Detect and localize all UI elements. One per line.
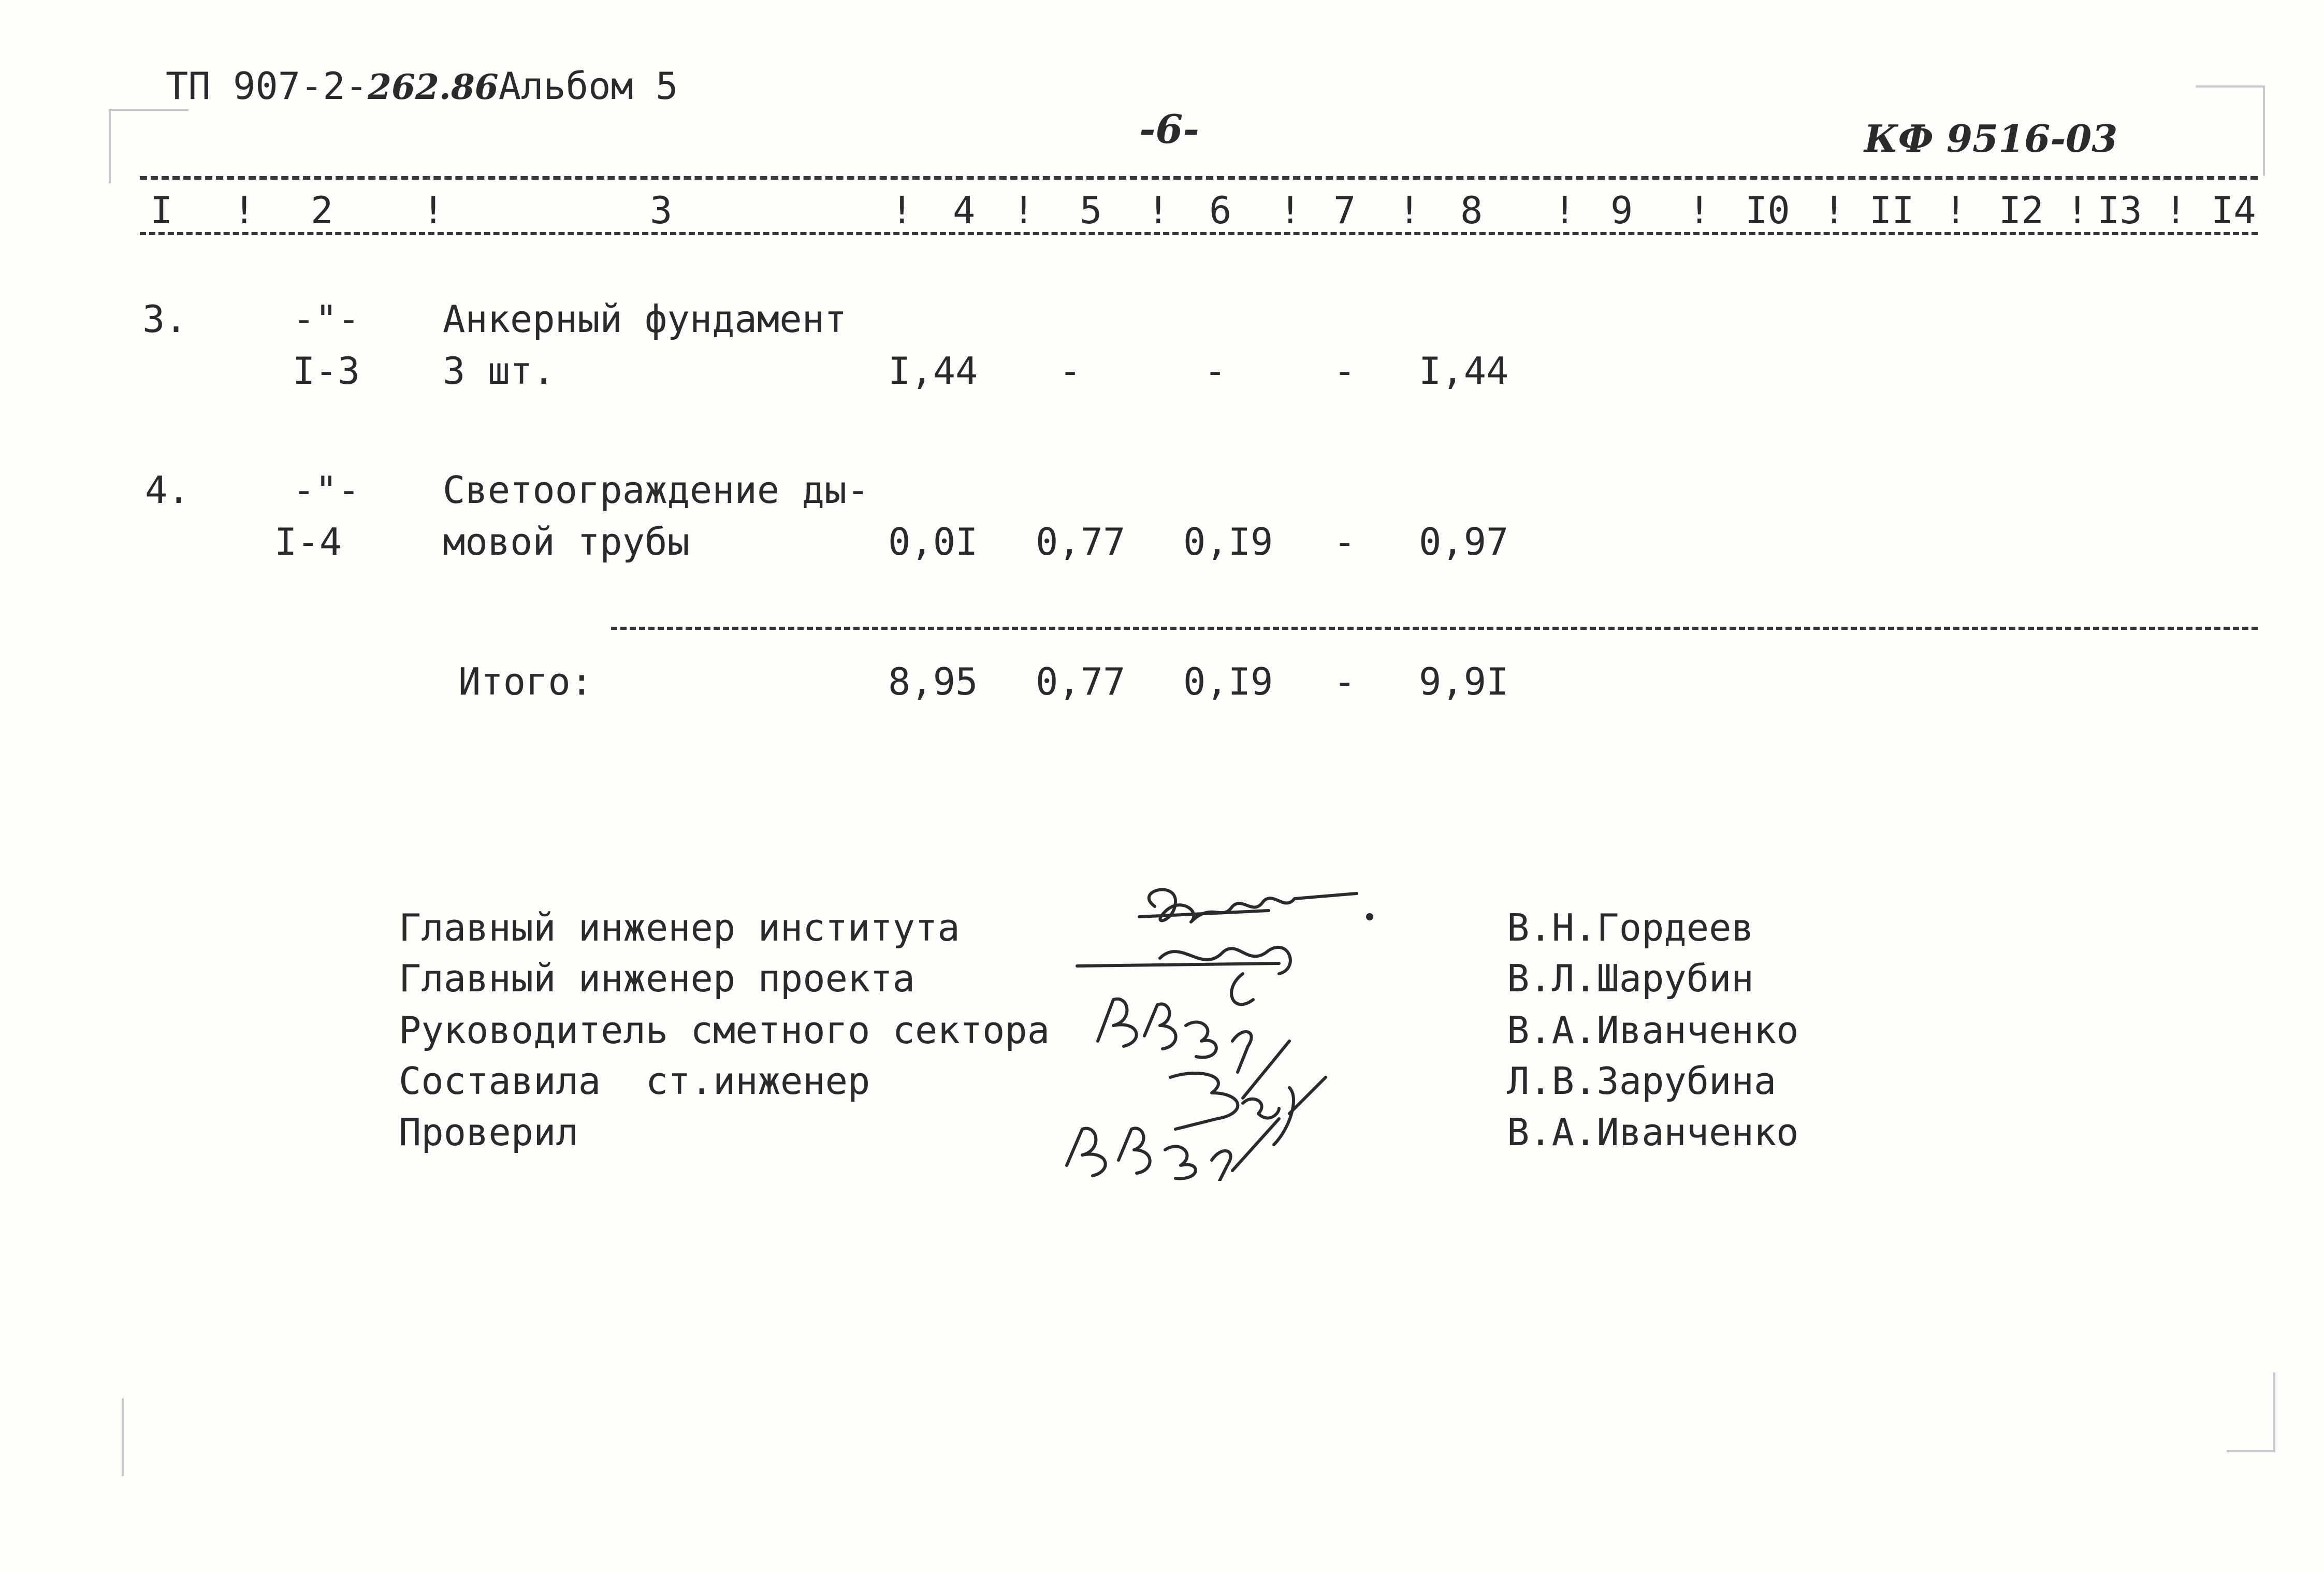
signatory-title: Главный инженер института — [399, 906, 960, 949]
price-code: I-4 — [274, 520, 342, 564]
row-number: 4. — [145, 468, 190, 512]
value-col-6: - — [1204, 349, 1227, 393]
column-header: I2 — [1999, 189, 2044, 232]
column-separator: ! — [1553, 189, 1576, 232]
page-number: -6- — [1139, 106, 1199, 152]
value-col-7: - — [1333, 349, 1356, 393]
item-name-line-2: 3 шт. — [443, 349, 555, 393]
value-col-7: - — [1333, 520, 1356, 564]
header-bottom-rule — [140, 232, 2258, 235]
header-top-rule — [140, 176, 2258, 180]
scan-corner-bottom-left — [122, 1398, 191, 1476]
value-col-6: 0,I9 — [1183, 520, 1273, 564]
archive-code: КФ 9516-03 — [1864, 117, 2118, 161]
column-header: 5 — [1080, 189, 1102, 232]
signatory-title: Составила ст.инженер — [399, 1059, 870, 1103]
item-name-line-2: мовой трубы — [443, 520, 690, 564]
total-col-7: - — [1333, 660, 1356, 703]
signature-zarubina — [1170, 1073, 1326, 1145]
column-header: I4 — [2211, 189, 2256, 232]
total-label: Итого: — [458, 660, 593, 703]
scan-corner-top-left — [109, 109, 188, 183]
price-code: I-3 — [293, 349, 360, 393]
document-code-handwritten: 262.86 — [368, 67, 499, 107]
column-header: 3 — [650, 189, 673, 232]
row-number: 3. — [142, 297, 187, 341]
column-header: 6 — [1209, 189, 1232, 232]
ditto-mark: -"- — [293, 468, 360, 512]
value-col-4: I,44 — [888, 349, 978, 393]
item-name-line-1: Анкерный фундамент — [443, 297, 847, 341]
document-code — [166, 64, 678, 108]
column-header: I — [150, 189, 173, 232]
column-header: 2 — [311, 189, 333, 232]
signature-ivanchenko-2 — [1067, 1119, 1279, 1181]
signatory-title: Главный инженер проекта — [399, 957, 915, 1000]
column-header: 9 — [1610, 189, 1633, 232]
column-header: 4 — [953, 189, 976, 232]
total-rule — [611, 627, 2258, 630]
column-separator: ! — [891, 189, 913, 232]
scan-corner-top-right — [2196, 85, 2265, 176]
scan-corner-bottom-right — [2227, 1373, 2275, 1452]
total-col-4: 8,95 — [888, 660, 978, 703]
signatory-name: Л.В.Зарубина — [1507, 1059, 1777, 1103]
column-separator: ! — [422, 189, 445, 232]
signatory-title: Руководитель сметного сектора — [399, 1008, 1050, 1052]
total-col-5: 0,77 — [1036, 660, 1126, 703]
signature-gordeev — [1139, 890, 1372, 922]
column-header: I3 — [2097, 189, 2142, 232]
handwritten-signatures — [1046, 870, 1408, 1181]
column-separator: ! — [1398, 189, 1421, 232]
signatory-name: В.Л.Шарубин — [1507, 957, 1754, 1000]
column-separator: ! — [1012, 189, 1035, 232]
column-separator: ! — [2165, 189, 2187, 232]
column-separator: ! — [1147, 189, 1170, 232]
column-header: 8 — [1460, 189, 1483, 232]
column-separator: ! — [1823, 189, 1846, 232]
item-name-line-1: Светоограждение ды- — [443, 468, 869, 512]
ditto-mark: -"- — [293, 297, 360, 341]
column-separator: ! — [2066, 189, 2089, 232]
signature-sharubin — [1077, 947, 1290, 1004]
column-separator: ! — [1688, 189, 1711, 232]
value-col-5: - — [1059, 349, 1082, 393]
signatory-title: Проверил — [399, 1110, 578, 1154]
column-header: II — [1869, 189, 1914, 232]
value-col-4: 0,0I — [888, 520, 978, 564]
value-col-8: 0,97 — [1419, 520, 1509, 564]
value-col-8: I,44 — [1419, 349, 1509, 393]
column-header: I0 — [1745, 189, 1790, 232]
total-col-8: 9,9I — [1419, 660, 1509, 703]
column-separator: ! — [233, 189, 256, 232]
signatory-name: В.А.Иванченко — [1507, 1008, 1799, 1052]
column-separator: ! — [1944, 189, 1967, 232]
signatory-name: В.А.Иванченко — [1507, 1110, 1799, 1154]
document-code-prefix: ТП 907-2- — [166, 64, 368, 108]
album-label: Альбом 5 — [498, 64, 678, 108]
column-header: 7 — [1333, 189, 1356, 232]
signature-ivanchenko-1 — [1098, 999, 1289, 1098]
signatory-name: В.Н.Гордеев — [1507, 906, 1754, 949]
column-separator: ! — [1279, 189, 1302, 232]
value-col-5: 0,77 — [1036, 520, 1126, 564]
total-col-6: 0,I9 — [1183, 660, 1273, 703]
